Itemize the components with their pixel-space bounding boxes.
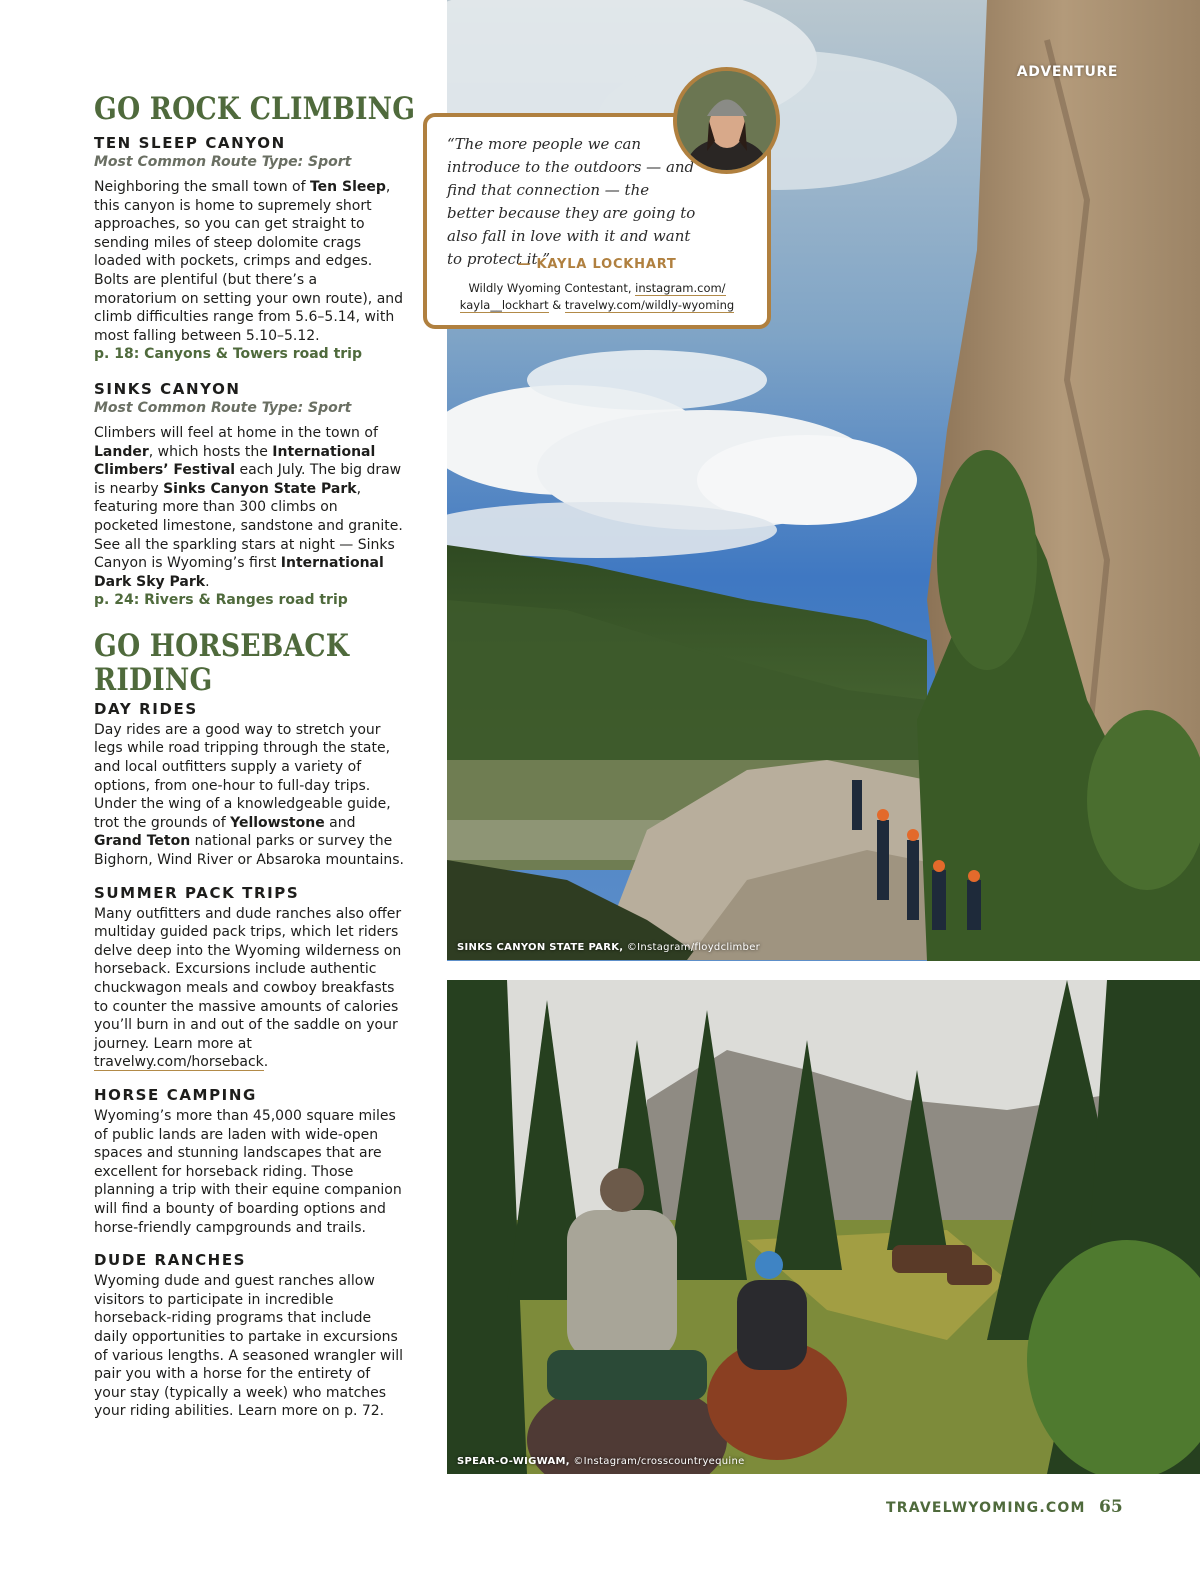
horseback-heading-line2: RIDING [94,661,213,698]
sinks-canyon-body [94,424,404,591]
text-run: and [324,814,356,831]
instagram-link[interactable]: instagram.com/ [635,281,726,295]
bold-term: International Dark Sky Park [94,555,384,590]
quote-author: — KAYLA LOCKHART [517,257,677,272]
bold-term: Sinks Canyon State Park [163,480,357,497]
quote-text: “The more people we can introduce to the outdoors — and find that connection — the better because they are going to also fall in love with it and want to protect it.” [447,135,696,268]
text-run: Many outfitters and dude ranches also offer multiday guided pack trips, which let riders delve deep into the Wyoming wilderness on horseback. Excursions include authentic chuckwagon meals and cowboy breakfasts to counter the massive amounts of calories you’ll burn in and out of the saddle on your journey. Learn more at [94,905,402,1052]
text-run: Wyoming dude and guest ranches allow visitors to participate in incredible horseback-riding programs that include daily opportunities to partake in excursions of various lengths. A seasoned wrangler will pair you with a horse for the entirety of your stay (typically a week) who matches your riding abilities. Learn more on p. 72. [94,1273,404,1420]
sinks-canyon-route-type: Most Common Route Type: Sport [94,399,352,416]
bold-term: Yellowstone [230,814,325,831]
bold-term: Lander [94,443,149,460]
dude-ranches-body [94,1272,404,1421]
pack-trips-body [94,905,404,1072]
text-run: national parks or survey the Bighorn, Wind River or Absaroka mountains. [94,833,404,869]
text-run: , featuring more than 300 climbs on pocketed limestone, sandstone and granite. See all the sparkling stars at night — Sinks Canyon is Wyoming’s first [94,480,403,572]
bold-term: Grand Teton [94,833,191,850]
ten-sleep-page-ref[interactable]: p. 18: Canyons & Towers road trip [94,346,362,363]
horse-camping-body [94,1107,404,1237]
bold-term: Ten Sleep [309,179,386,195]
text-run: Day rides are a good way to stretch your legs while road tripping through the state, and local outfitters supply a variety of options, from one-hour to full-day trips. Under the wing of a knowledgeable guide, trot the grounds of [94,721,391,831]
pack-trips-heading: SUMMER PACK TRIPS [94,883,300,902]
day-rides-heading: DAY RIDES [94,699,198,718]
day-rides-body [94,721,404,870]
horse-camping-heading: HORSE CAMPING [94,1085,257,1104]
text-run: Wyoming’s more than 45,000 square miles of public lands are laden with wide-open spaces and stunning landscapes that are excellent for horseback riding. Those planning a trip with their equine companion will find a bounty of boarding options and horse-friendly campgrounds and trails. [94,1107,402,1236]
horseback-heading-line1: GO HORSEBACK [94,627,350,664]
bold-term: International Climbers’ Festival [94,443,376,479]
dude-ranches-heading: DUDE RANCHES [94,1251,247,1270]
ten-sleep-route-type: Most Common Route Type: Sport [94,154,352,170]
article-column [94,91,416,1421]
inline-link[interactable]: travelwy.com/horseback [94,1054,264,1071]
avatar [673,67,780,174]
sinks-canyon-caption: SINKS CANYON STATE PARK, ©Instagram/floydclimber [457,942,761,953]
text-run: . [205,573,210,590]
sinks-canyon-heading: SINKS CANYON [94,379,241,398]
spear-o-wigwam-photo [447,980,1200,1474]
wildly-wyoming-link[interactable]: travelwy.com/wildly-wyoming [564,298,735,312]
rock-climbing-heading: GO ROCK CLIMBING [94,91,416,127]
spear-o-wigwam-caption: SPEAR-O-WIGWAM, ©Instagram/crosscountryequine [457,1456,745,1467]
quote-credit: Wildly Wyoming Contestant, instagram.com/ kayla__lockhart & travelwy.com/wildly-wyoming [459,281,735,312]
text-run: . [263,1054,269,1071]
text-run: Neighboring the small town of [94,179,310,195]
ten-sleep-body [94,178,404,345]
text-run: Climbers will feel at home in the town of [94,424,378,441]
text-run: , this canyon is home to supremely short approaches, so you can get straight to sending miles of steep dolomite crags loaded with pockets, crimps and edges. Bolts are plentiful (but there’s a moratorium on setting your own route), and climb difficulties range from 5.6–5.14, with most falling between 5.10–5.12. [94,179,404,344]
text-run: each July. The big draw is nearby [94,462,402,497]
ten-sleep-heading: TEN SLEEP CANYON [94,134,286,152]
section-tag: ADVENTURE [1016,64,1118,80]
footer-site-link[interactable]: TRAVELWYOMING.COM [886,1500,1086,1516]
instagram-link-handle[interactable]: kayla__lockhart [459,298,549,312]
page-number: 65 [1099,1497,1123,1517]
sinks-canyon-page-ref[interactable]: p. 24: Rivers & Ranges road trip [94,592,348,609]
text-run: , which hosts the [148,443,273,460]
